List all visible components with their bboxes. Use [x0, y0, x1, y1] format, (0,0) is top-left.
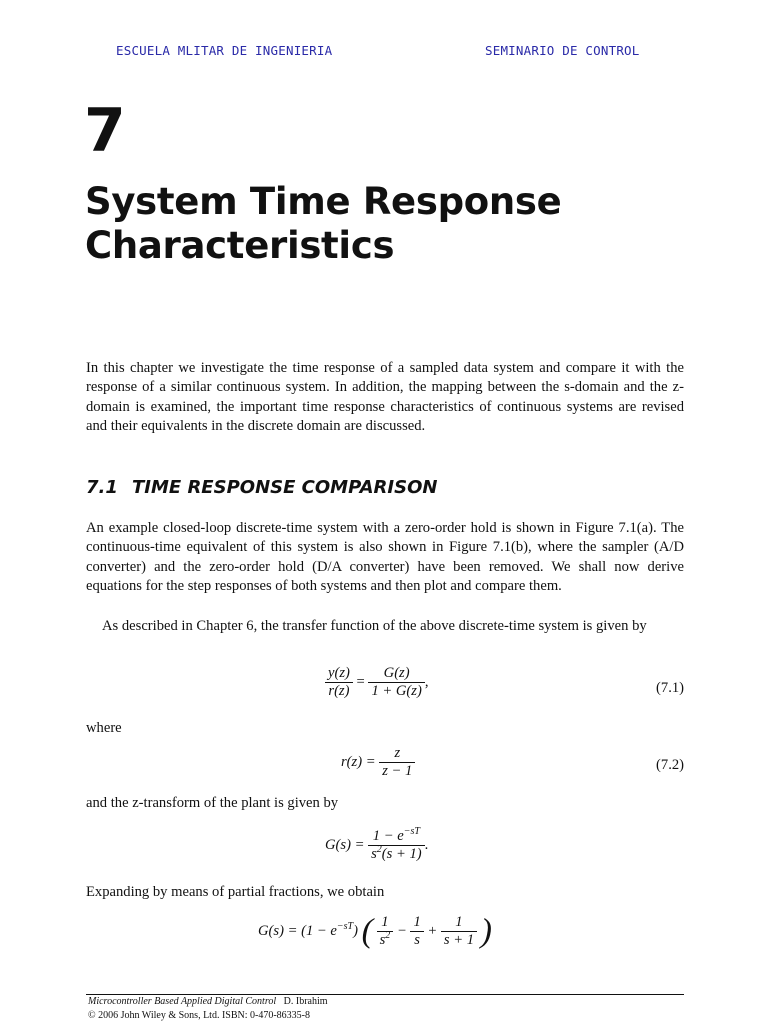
text-expanding: Expanding by means of partial fractions, we obtain	[86, 884, 385, 900]
footer-book-title: Microcontroller Based Applied Digital Control	[88, 996, 277, 1007]
section-heading	[86, 477, 437, 498]
eq4-close-paren: )	[480, 912, 492, 950]
paragraph-example-system: An example closed-loop discrete-time system with a zero-order hold is shown in Figure 7.1(a). The continuous-time equivalent of this system is also shown in Figure 7.1(b), where the sampler (A/D converter) and the zero-order hold (D/A converter) have been removed. We shall now derive equations for the step responses of both systems and then plot and compare them.	[86, 520, 684, 595]
eq3-lhs: G(s) =	[325, 837, 365, 853]
eq2-numerator: z	[394, 745, 401, 761]
eq4-lhs-close: )	[353, 923, 358, 939]
eq3-fraction	[368, 828, 425, 863]
footer-author: D. Ibrahim	[283, 996, 328, 1007]
eq4-lhs-exponent: −sT	[336, 921, 354, 932]
eq2-fraction	[379, 745, 415, 780]
eq4-term2	[410, 914, 423, 949]
footer-book-line	[88, 996, 328, 1007]
header-institution: ESCUELA MLITAR DE INGENIERIA	[116, 43, 333, 58]
chapter-title-line2: Characteristics	[85, 224, 395, 267]
paragraph-transfer-function: As described in Chapter 6, the transfer function of the above discrete-time system is given by	[102, 618, 647, 634]
eq2-lhs: r(z) =	[341, 754, 376, 770]
chapter-title-line1: System Time Response	[85, 180, 562, 223]
eq3-period: .	[424, 837, 429, 853]
eq4-open-paren: (	[361, 912, 373, 950]
equation-partial-fractions: $G(s) = (1 - e^{-sT})$ ( $\frac{1}{s^2}$ − $\frac{1}{s}$ + $\frac{1}{s + 1}$ )	[258, 912, 492, 950]
text-z-transform: and the z-transform of the plant is given by	[86, 795, 339, 811]
equation-number-7-1: (7.1)	[656, 680, 684, 696]
section-number: 7.1	[86, 477, 118, 498]
eq4-term1	[377, 914, 394, 949]
eq1-lhs-numerator: y(z)	[328, 665, 350, 681]
eq4-term1-den-base: s	[379, 932, 386, 948]
equation-7-1: $\frac{y(z)}{r(z)}$ = $\frac{G(z)}{1 + G(z)}$ ,	[325, 665, 428, 700]
eq1-lhs-denominator: r(z)	[325, 682, 353, 700]
eq3-numerator	[368, 828, 425, 845]
eq4-term3-numerator: 1	[455, 914, 463, 930]
equation-number-7-2: (7.2)	[656, 757, 684, 773]
eq3-num-exponent: −sT	[403, 826, 420, 837]
eq3-den-exponent: 2	[376, 844, 382, 855]
section-title: TIME RESPONSE COMPARISON	[132, 477, 438, 498]
eq4-term1-numerator: 1	[381, 914, 389, 930]
eq1-lhs-fraction	[325, 665, 353, 700]
intro-paragraph: In this chapter we investigate the time response of a sampled data system and compare it with the response of a similar continuous system. In addition, the mapping between the s-domain and the z-domain is examined, the important time response characteristics of continuous systems are revised and their equivalents in the discrete domain are discussed.	[86, 360, 684, 435]
eq1-rhs-fraction	[368, 665, 424, 700]
equation-7-2	[341, 745, 415, 780]
eq4-term1-denominator	[377, 931, 394, 949]
eq3-den-base: s	[371, 846, 377, 862]
eq1-comma: ,	[424, 674, 429, 690]
eq4-lhs-base: G(s) = (1 − e	[258, 923, 337, 939]
eq4-term2-denominator: s	[410, 931, 423, 949]
chapter-number: 7	[84, 96, 126, 166]
eq3-den-tail: (s + 1)	[381, 846, 422, 862]
eq4-term3-denominator: s + 1	[441, 931, 477, 949]
eq4-lhs	[258, 923, 358, 939]
eq4-term1-den-exponent: 2	[385, 930, 391, 941]
eq1-rhs-numerator: G(z)	[383, 665, 410, 681]
eq1-rhs-denominator: 1 + G(z)	[368, 682, 424, 700]
footer-copyright: © 2006 John Wiley & Sons, Ltd. ISBN: 0-470-86335-8	[88, 1010, 311, 1021]
eq4-term2-numerator: 1	[413, 914, 421, 930]
eq3-denominator	[368, 845, 425, 863]
footer-rule	[86, 994, 684, 995]
equation-plant-transfer	[325, 828, 428, 863]
eq4-term3	[441, 914, 477, 949]
chapter-title	[85, 180, 561, 268]
text-where: where	[86, 720, 122, 736]
header-seminar: SEMINARIO DE CONTROL	[485, 43, 640, 58]
eq3-num-base: 1 − e	[372, 828, 404, 844]
eq2-denominator: z − 1	[379, 762, 415, 780]
